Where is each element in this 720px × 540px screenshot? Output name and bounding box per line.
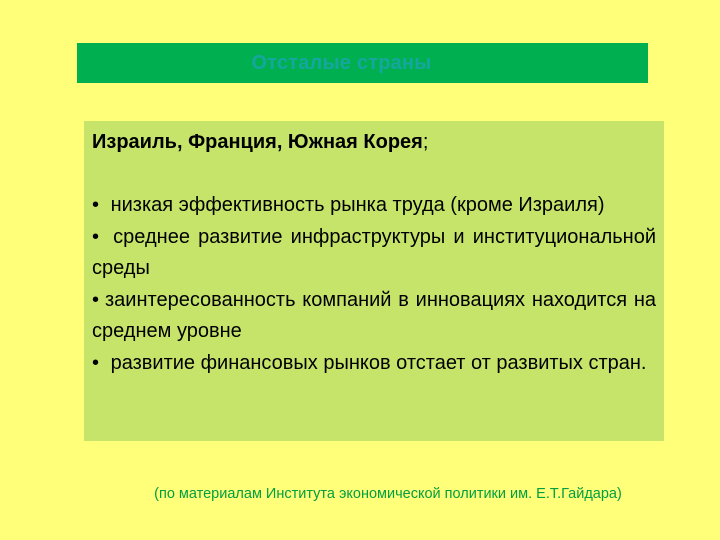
countries-heading-text: Израиль, Франция, Южная Корея [92, 131, 423, 153]
countries-heading-suffix: ; [422, 131, 429, 153]
slide-title: Отсталые страны [251, 51, 432, 74]
bullet-text: заинтересованность компаний в инновациях находится на среднем уровне [92, 288, 656, 342]
content-panel [84, 121, 664, 441]
bullet-item [92, 285, 656, 348]
bullet-icon: • [92, 351, 100, 374]
bullet-icon: • [92, 288, 100, 311]
title-banner [77, 43, 648, 83]
source-note: (по материалам Института экономической политики им. Е.Т.Гайдара) [154, 486, 622, 502]
bullet-icon: • [92, 225, 100, 248]
bullet-text: развитие финансовых рынков отстает от развитых стран. [110, 351, 647, 374]
bullet-item [92, 222, 656, 285]
bullet-item [92, 348, 656, 380]
bullet-item [92, 190, 656, 222]
countries-heading [92, 127, 656, 159]
bullet-text: среднее развитие инфраструктуры и институциональной среды [92, 225, 657, 279]
heading-spacer [92, 159, 656, 191]
bullet-text: низкая эффективность рынка труда (кроме Израиля) [110, 194, 605, 216]
bullet-icon: • [92, 194, 100, 216]
